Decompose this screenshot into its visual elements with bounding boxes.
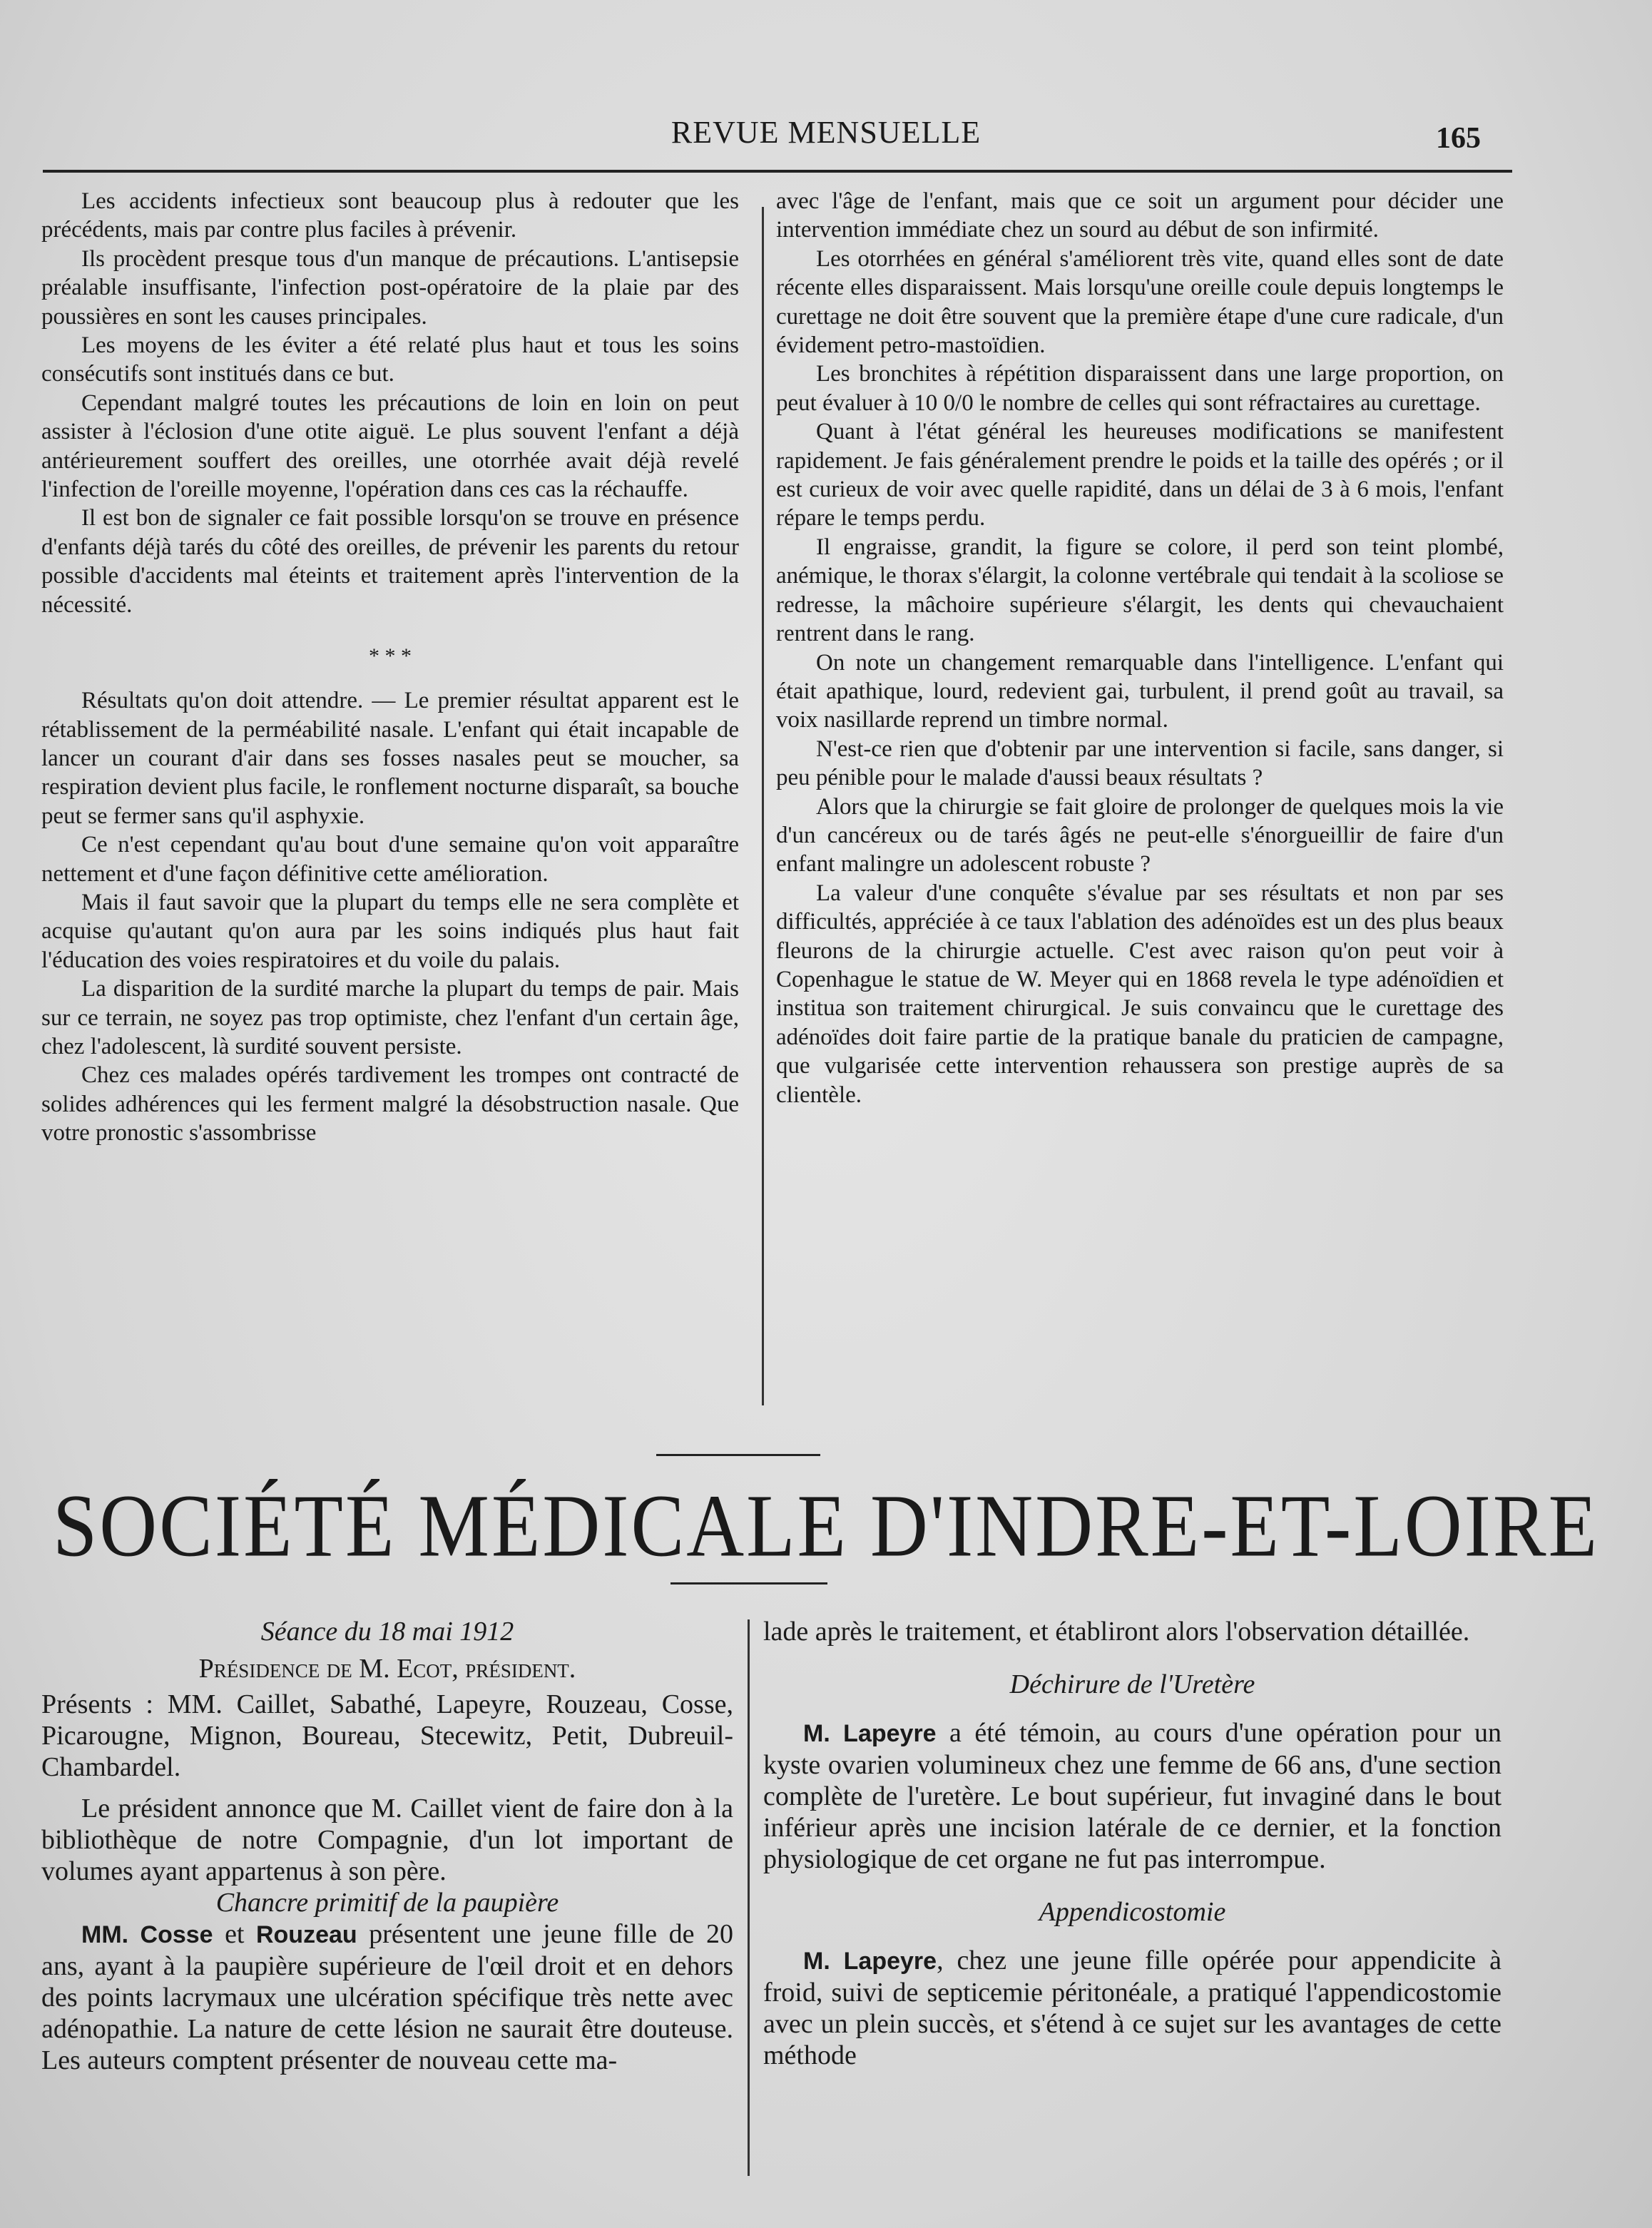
paragraph: Il engraisse, grandit, la figure se colore, il perd son teint plombé, anémique, le thorax s'élargit, la colonne vertébrale qui tendait à la scoliose se redresse, la mâchoire supérieure s'élargit, les dents qui chevauchaient rentrent dans le rang. <box>776 534 1504 647</box>
paragraph <box>763 1717 1501 1875</box>
top-left-column <box>41 187 739 1148</box>
paragraph: lade après le traitement, et établiront alors l'observation détaillée. <box>763 1617 1470 1647</box>
paragraph: N'est-ce rien que d'obtenir par une intervention si facile, sans danger, si peu pénible pour le malade d'aussi beaux résultats ? <box>776 736 1504 791</box>
paragraph: On note un changement remarquable dans l'intelligence. L'enfant qui était apathique, lourd, redevient gai, turbulent, il prend goût au travail, sa voix nasillarde reprend un timbre normal. <box>776 649 1504 733</box>
presents-list: Présents : MM. Caillet, Sabathé, Lapeyre, Rouzeau, Cosse, Picarougne, Mignon, Boureau, Stecewitz, Petit, Dubreuil-Chambardel. <box>41 1689 733 1782</box>
paragraph: avec l'âge de l'enfant, mais que ce soit un argument pour décider une intervention immédiate chez un sourd au début de son infirmité. <box>776 188 1504 243</box>
paragraph <box>41 1918 733 2076</box>
paragraph: Quant à l'état général les heureuses modifications se manifestent rapidement. Je fais généralement prendre le poids et la taille des opérés ; or il est curieux de voir avec quelle rapidité, dans un délai de 3 à 6 mois, l'enfant répare le temps perdu. <box>776 419 1504 531</box>
bottom-right-column <box>763 1616 1501 2071</box>
title-rule-bottom <box>671 1582 827 1584</box>
subheading: Appendicostomie <box>1039 1897 1226 1927</box>
paragraph: Les bronchites à répétition disparaissent dans une large proportion, on peut évaluer à 10 0/0 le nombre de celles qui sont réfractaires au curettage. <box>776 361 1504 416</box>
paragraph: Chez ces malades opérés tardivement les trompes ont contracté de solides adhérences qui les ferment malgré la désobstruction nasale. Que votre pronostic s'assombrisse <box>41 1062 739 1146</box>
author-name: M. Lapeyre <box>803 1948 937 1975</box>
subheading: Déchirure de l'Uretère <box>1009 1669 1255 1699</box>
column-divider <box>748 1619 750 2176</box>
author-names: Rouzeau <box>255 1921 357 1948</box>
seance-date: Séance du 18 mai 1912 <box>260 1617 514 1647</box>
bottom-left-column <box>41 1616 733 2076</box>
presidence: Présidence de M. Ecot, président. <box>198 1654 576 1684</box>
paragraph: Résultats qu'on doit attendre. — Le premier résultat apparent est le rétablissement de la perméabilité nasale. L'enfant qui était incapable de lancer un courant d'air dans ses fosses nasales peut se moucher, sa respiration devient plus facile, le ronflement nocturne disparaît, sa bouche peut se fermer sans qu'il asphyxie. <box>41 688 739 829</box>
paragraph-text: présentent une jeune fille de 20 ans, ayant à la paupière supérieure de l'œil droit et en dehors des points lacrymaux une ulcération spécifique très nette avec adénopathie. La nature de cette lésion ne saurait être douteuse. Les auteurs comptent présenter de nouveau cette ma- <box>41 1919 733 2075</box>
paragraph: Cependant malgré toutes les précautions de loin en loin on peut assister à l'éclosion d'une otite aiguë. Le plus souvent l'enfant a déjà antérieurement souffert des oreilles, une otorrhée avait déjà revelé l'infection de l'oreille moyenne, l'opération dans ces cas la réchauffe. <box>41 390 739 503</box>
paragraph: Les moyens de les éviter a été relaté plus haut et tous les soins consécutifs sont institués dans ce but. <box>41 332 739 387</box>
paragraph <box>763 1945 1501 2071</box>
section-separator-stars: * * * <box>369 644 412 668</box>
column-divider <box>762 207 764 1405</box>
running-head: REVUE MENSUELLE <box>671 115 981 150</box>
paragraph: Mais il faut savoir que la plupart du temps elle ne sera complète et acquise qu'autant qu'on aura par les soins indiqués plus haut fait l'éducation des voies respiratoires et du voile du palais. <box>41 889 739 973</box>
conjunction: et <box>213 1919 256 1949</box>
paragraph: La valeur d'une conquête s'évalue par ses résultats et non par ses difficultés, appréciée à ce taux l'ablation des adénoïdes est un des plus beaux fleurons de la chirurgie actuelle. C'est avec raison qu'on peut voir à Copenhague le statue de W. Meyer qui en 1868 revela le type adénoïdien et institua son traitement chirurgical. Je suis convaincu que le curettage des adénoïdes doit faire partie de la pratique banale du praticien de campagne, que vulgarisée cette intervention rehaussera son prestige auprès de sa clientèle. <box>776 880 1504 1108</box>
paragraph-text: a été témoin, au cours d'une opération pour un kyste ovarien volumineux chez une femme de 66 ans, d'une section complète de l'uretère. Le bout supérieur, fut invaginé dans le bout inférieur après une incision latérale de ce dernier, et la fonction physiologique de cet organe ne fut pas interrompue. <box>763 1718 1501 1874</box>
header-rule <box>43 170 1512 173</box>
page-number: 165 <box>1436 122 1481 155</box>
section-title: SOCIÉTÉ MÉDICALE D'INDRE-ET-LOIRE <box>52 1476 1600 1576</box>
subheading: Chancre primitif de la paupière <box>215 1888 559 1918</box>
author-names: MM. Cosse <box>81 1921 213 1948</box>
page-header <box>0 114 1652 157</box>
paragraph: La disparition de la surdité marche la plupart du temps de pair. Mais sur ce terrain, ne soyez pas trop optimiste, chez l'enfant d'un certain âge, chez l'adolescent, là surdité souvent persiste. <box>41 976 739 1059</box>
paragraph: Les accidents infectieux sont beaucoup plus à redouter que les précédents, mais par contre plus faciles à prévenir. <box>41 188 739 243</box>
paragraph: Alors que la chirurgie se fait gloire de prolonger de quelques mois la vie d'un cancéreux ou de tarés âgés ne peut-elle s'énorgueillir de faire d'un enfant malingre un adolescent robuste ? <box>776 793 1504 878</box>
author-name: M. Lapeyre <box>803 1720 937 1747</box>
paragraph: Les otorrhées en général s'améliorent très vite, quand elles sont de date récente elles disparaissent. Mais lorsqu'une oreille coule depuis longtemps le curettage ne doit être souvent que la première étape d'une cure radicale, d'un évidement petro-mastoïdien. <box>776 245 1504 359</box>
paragraph: Ils procèdent presque tous d'un manque de précautions. L'antisepsie préalable insuffisante, l'infection post-opératoire de la plaie par des poussières en sont les causes principales. <box>41 245 739 330</box>
paragraph: Ce n'est cependant qu'au bout d'une semaine qu'on voit apparaître nettement et d'une façon définitive cette amélioration. <box>41 832 739 887</box>
paragraph: Il est bon de signaler ce fait possible lorsqu'on se trouve en présence d'enfants déjà tarés du côté des oreilles, de prévenir les parents du retour possible d'accidents mal éteints et traitement après l'intervention de la nécessité. <box>41 505 739 618</box>
paragraph-text: , chez une jeune fille opérée pour appendicite à froid, suivi de septicemie péritonéale, a pratiqué l'appendicostomie avec un plein succès, et s'étend à ce sujet sur les avantages de cette méthode <box>763 1945 1502 2070</box>
top-right-column <box>776 187 1504 1109</box>
paragraph: Le président annonce que M. Caillet vient de faire don à la bibliothèque de notre Compagnie, d'un lot important de volumes ayant appartenus à son père. <box>41 1794 733 1886</box>
title-rule-top <box>656 1454 820 1456</box>
